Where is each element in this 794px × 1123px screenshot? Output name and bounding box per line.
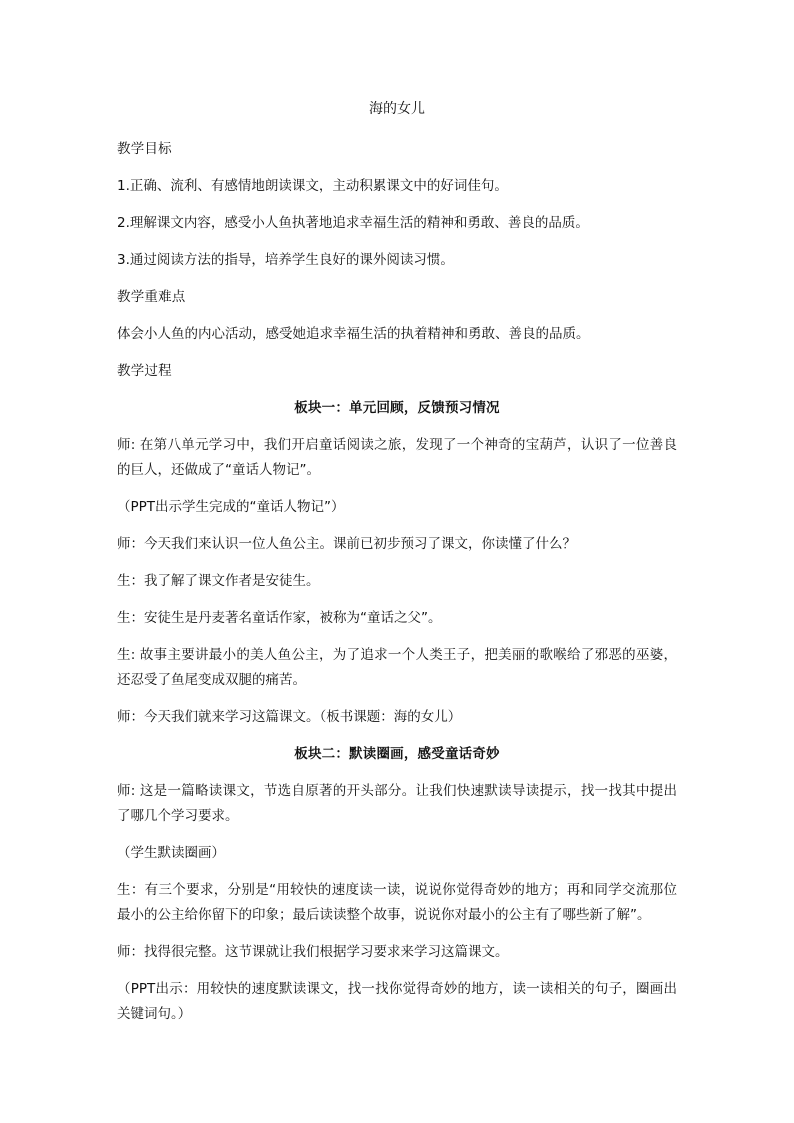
- difficulty-text: 体会小人鱼的内心活动，感受她追求幸福生活的执着精神和勇敢、善良的品质。: [117, 326, 590, 342]
- dialogue-paragraph: （PPT出示学生完成的“童话人物记”）: [117, 499, 345, 515]
- dialogue-paragraph: 生：安徒生是丹麦著名童话作家，被称为“童话之父”。: [117, 610, 442, 626]
- dialogue-paragraph: （PPT出示：用较快的速度默读课文，找一找你觉得奇妙的地方，读一读相关的句子，圈画出关键词句。）: [117, 981, 677, 1022]
- dialogue-paragraph: 生：有三个要求，分别是“用较快的速度读一读，说说你觉得奇妙的地方；再和同学交流那位最小的公主给你留下的印象；最后读读整个故事，说说你对最小的公主有了哪些新了解”。: [117, 882, 677, 923]
- dialogue-paragraph: 师: 在第八单元学习中，我们开启童话阅读之旅，发现了一个神奇的宝葫芦，认识了一位善良的巨人，还做成了“童话人物记”。: [117, 437, 677, 478]
- goal-item: 2.理解课文内容，感受小人鱼执著地追求幸福生活的精神和勇敢、善良的品质。: [117, 215, 589, 231]
- process-heading: 教学过程: [117, 363, 172, 379]
- block2-heading: 板块二：默读圈画，感受童话奇妙: [294, 746, 500, 762]
- dialogue-paragraph: （学生默读圈画）: [117, 845, 225, 861]
- dialogue-paragraph: 师：今天我们就来学习这篇课文。（板书课题：海的女儿）: [117, 709, 462, 725]
- difficulty-heading: 教学重难点: [117, 289, 186, 305]
- document-title: 海的女儿: [369, 101, 425, 117]
- dialogue-paragraph: 师：找得很完整。这节课就让我们根据学习要求来学习这篇课文。: [117, 944, 509, 960]
- dialogue-paragraph: 生：我了解了课文作者是安徒生。: [117, 573, 320, 589]
- goal-item: 3.通过阅读方法的指导，培养学生良好的课外阅读习惯。: [117, 252, 454, 268]
- dialogue-paragraph: 师：今天我们来认识一位人鱼公主。课前已初步预习了课文，你读懂了什么？: [117, 536, 576, 552]
- document-body: [117, 99, 677, 1039]
- dialogue-paragraph: 生: 故事主要讲最小的美人鱼公主，为了追求一个人类王子，把美丽的歌喉给了邪恶的巫婆，还忍受了鱼尾变成双腿的痛苦。: [117, 647, 677, 688]
- goals-heading: 教学目标: [117, 141, 172, 157]
- dialogue-paragraph: 师: 这是一篇略读课文，节选自原著的开头部分。让我们快速默读导读提示，找一找其中提出了哪几个学习要求。: [117, 783, 677, 824]
- goal-item: 1.正确、流利、有感情地朗读课文，主动积累课文中的好词佳句。: [117, 178, 508, 194]
- block1-heading: 板块一：单元回顾，反馈预习情况: [294, 400, 500, 416]
